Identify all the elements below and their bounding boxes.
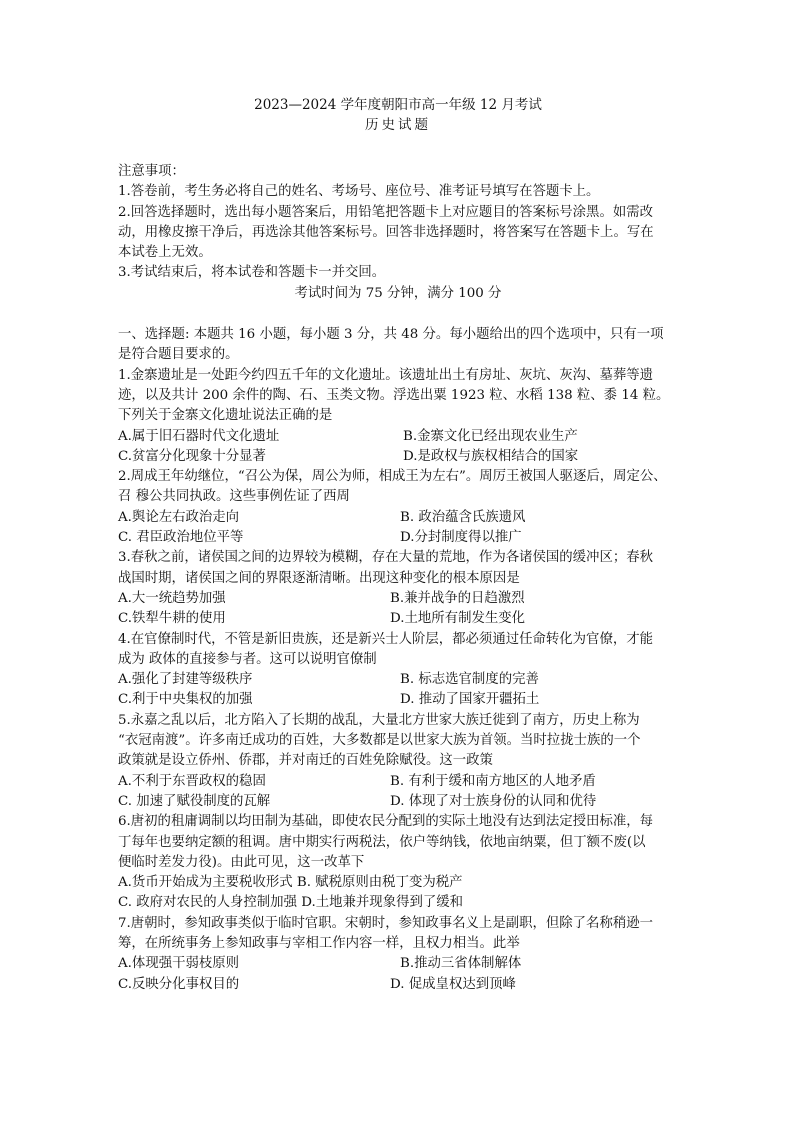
option-b: B. 政治蕴含氏族遗风 [400, 509, 526, 525]
question-1 [118, 366, 678, 467]
question-7 [118, 914, 678, 995]
question-stem: 便临时差发力役)。由此可见，这一改革下 [118, 854, 365, 870]
option-c: C.利于中央集权的加强 [118, 692, 253, 708]
notes-block [118, 162, 678, 304]
option-row: A.货币开始成为主要税收形式 B. 赋税原则由税丁变为税产 [118, 875, 463, 891]
option-row [118, 670, 678, 690]
option-a: A.强化了封建等级秩序 [118, 672, 253, 688]
question-stem: 丁每年也要纳定额的租调。唐中期实行两税法，依户等纳钱，依地亩纳粟，但丁额不废(以 [118, 834, 646, 850]
option-a: A.舆论左右政治走向 [118, 509, 240, 525]
exam-time: 考试时间为 75 分钟，满分 100 分 [294, 285, 502, 301]
question-3 [118, 548, 678, 629]
option-b: B.推动三省体制解体 [400, 956, 522, 972]
question-stem: 7.唐朝时，参知政事类似于临时官职。宋朝时，参知政事名义上是副职，但除了名称稍逊一 [118, 915, 654, 931]
notes-item: 1.答卷前，考生务必将自己的姓名、考场号、座位号、准考证号填写在答题卡上。 [118, 184, 600, 200]
option-d: D. 促成皇权达到顶峰 [390, 976, 516, 992]
notes-item: 3.考试结束后，将本试卷和答题卡一并交回。 [118, 265, 386, 281]
question-6 [118, 812, 678, 913]
exam-page [118, 96, 678, 995]
option-row [118, 792, 678, 812]
question-stem: 召 穆公共同执政。这些事例佐证了西周 [118, 489, 350, 505]
option-d: D.土地所有制发生变化 [390, 611, 526, 627]
option-a: A.大一统趋势加强 [118, 590, 226, 606]
option-a: A.不利于东晋政权的稳固 [118, 773, 266, 789]
option-row [118, 528, 678, 548]
option-c: C.铁犁牛耕的使用 [118, 611, 226, 627]
option-d: D. 推动了国家开疆拓土 [400, 692, 540, 708]
exam-title: 2023—2024 学年度朝阳市高一年级 12 月考试 [254, 97, 542, 113]
option-row [118, 589, 678, 609]
question-stem: 3.春秋之前，诸侯国之间的边界较为模糊，存在大量的荒地，作为各诸侯国的缓冲区；春秋 [118, 550, 654, 566]
question-stem: 5.永嘉之乱以后，北方陷入了长期的战乱，大量北方世家大族迁徙到了南方，历史上称为 [118, 712, 640, 728]
option-b: B.金寨文化已经出现农业生产 [403, 428, 578, 444]
question-4 [118, 630, 678, 711]
option-b: B. 有利于缓和南方地区的人地矛盾 [390, 773, 596, 789]
option-c: C.反映分化事权目的 [118, 976, 240, 992]
option-b: B.兼并战争的日趋激烈 [390, 590, 525, 606]
question-stem: 成为 政体的直接参与者。这可以说明官僚制 [118, 651, 377, 667]
option-c: C. 君臣政治地位平等 [118, 530, 244, 546]
section-header [118, 325, 678, 366]
option-row [118, 954, 678, 974]
question-stem: “衣冠南渡”。许多南迁成功的百姓，大多数都是以世家大族为首领。当时拉拢士族的一个 [118, 733, 641, 749]
question-stem: 4.在官僚制时代，不管是新旧贵族，还是新兴士人阶层，都必须通过任命转化为官僚，才能 [118, 631, 654, 647]
option-d: D.是政权与族权相结合的国家 [403, 448, 579, 464]
option-a: A.属于旧石器时代文化遗址 [118, 428, 280, 444]
option-row [118, 690, 678, 710]
option-a: A.体现强干弱枝原则 [118, 956, 240, 972]
option-b: B. 标志选官制度的完善 [400, 672, 539, 688]
notes-item: 动，用橡皮擦干净后，再选涂其他答案标号。回答非选择题时，将答案写在答题卡上。写在 [118, 224, 654, 240]
question-stem: 6.唐初的租庸调制以均田制为基础，即使农民分配到的实际土地没有达到法定授田标准，每 [118, 814, 654, 830]
option-row [118, 427, 678, 447]
option-c: C.贫富分化现象十分显著 [118, 448, 266, 464]
question-stem: 2.周成王年幼继位，“召公为保，周公为师，相成王为左右”。周厉王被国人驱逐后，周定公、 [118, 469, 667, 485]
option-row [118, 508, 678, 528]
section-line: 是符合题目要求的。 [118, 347, 239, 363]
question-stem: 战国时期，诸侯国之间的界限逐渐清晰。出现这种变化的根本原因是 [118, 570, 520, 586]
question-stem: 迹，以及共计 200 余件的陶、石、玉类文物。浮选出粟 1923 粒、水稻 138 粒、黍 14 粒。 [118, 387, 670, 403]
option-row [118, 609, 678, 629]
option-row [118, 447, 678, 467]
option-d: D.分封制度得以推广 [400, 530, 522, 546]
question-5 [118, 711, 678, 812]
question-stem: 政策就是设立侨州、侨郡，并对南迁的百姓免除赋役。这一政策 [118, 753, 493, 769]
option-d: D. 体现了对士族身份的认同和优待 [390, 793, 597, 809]
option-row: C. 政府对农民的人身控制加强 D.土地兼并现象得到了缓和 [118, 895, 464, 911]
option-row [118, 772, 678, 792]
option-row [118, 975, 678, 995]
question-2 [118, 467, 678, 548]
option-c: C. 加速了赋役制度的瓦解 [118, 793, 271, 809]
question-stem: 1.金寨遗址是一处距今约四五千年的文化遗址。该遗址出土有房址、灰坑、灰沟、墓葬等遗 [118, 367, 654, 383]
exam-subtitle: 历史试题 [365, 117, 431, 133]
section-line: 一、选择题: 本题共 16 小题，每小题 3 分，共 48 分。每小题给出的四个选项中，只有一项 [118, 327, 664, 343]
question-stem: 筹，在所统事务上参知政事与宰相工作内容一样，且权力相当。此举 [118, 935, 520, 951]
question-stem: 下列关于金寨文化遗址说法正确的是 [118, 408, 333, 424]
notes-item: 本试卷上无效。 [118, 245, 212, 261]
notes-item: 2.回答选择题时，选出每小题答案后，用铅笔把答题卡上对应题目的答案标号涂黑。如需改 [118, 204, 654, 220]
notes-label: 注意事项： [118, 164, 185, 179]
